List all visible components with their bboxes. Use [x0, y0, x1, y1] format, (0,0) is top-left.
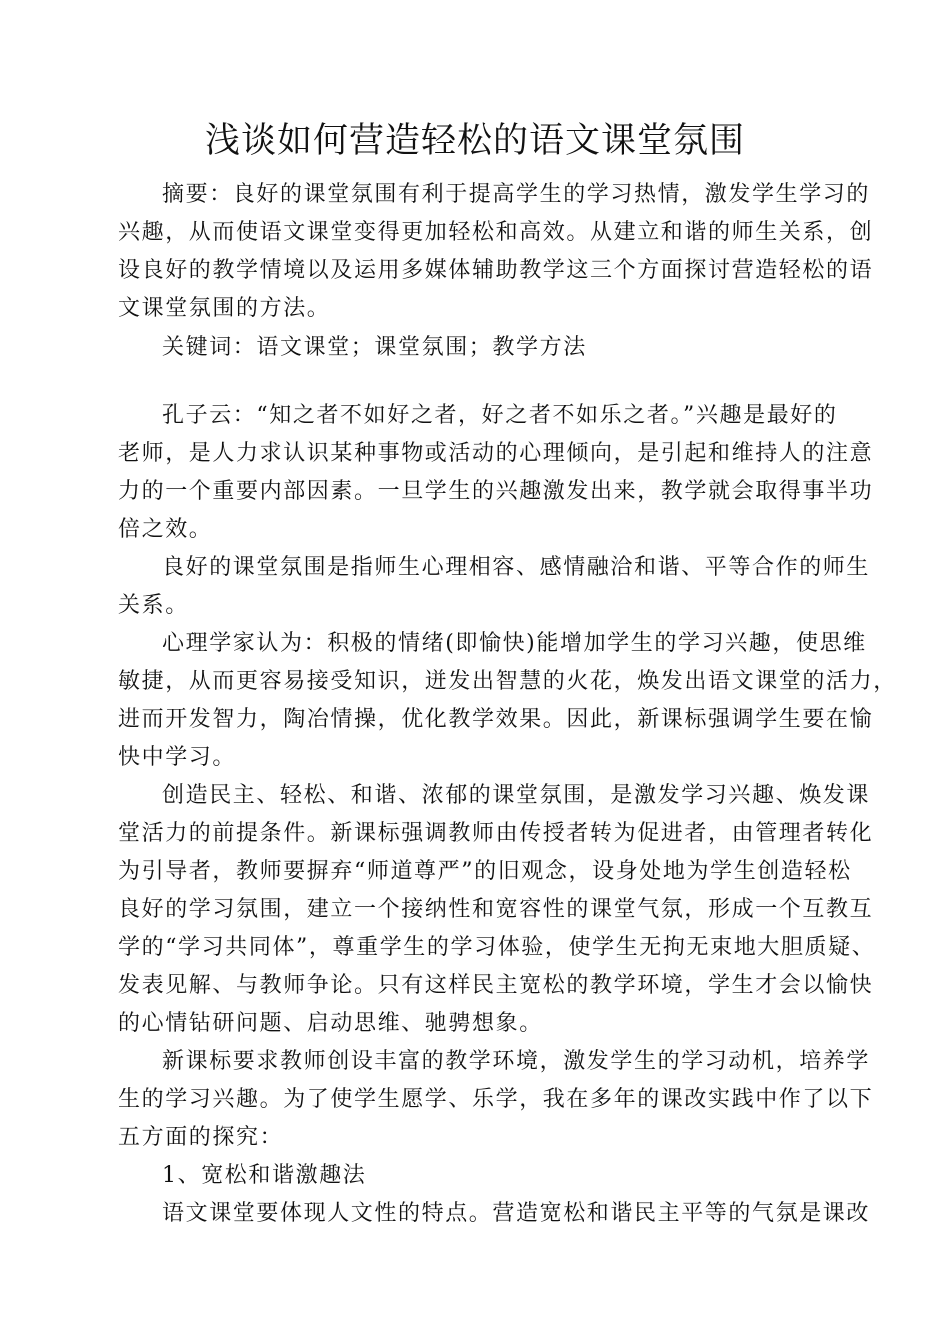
paragraph-line: 快中学习。	[118, 745, 237, 770]
paragraph-line: 进而开发智力，陶冶情操，优化教学效果。因此，新课标强调学生要在愉	[118, 707, 874, 732]
paragraph-line: 发表见解、与教师争论。只有这样民主宽松的教学环境，学生才会以愉快	[118, 973, 874, 998]
paragraph-line: 关系。	[118, 593, 189, 618]
section-heading: 1、宽松和谐激趣法	[162, 1163, 367, 1188]
paragraph-line: 学的“学习共同体”，尊重学生的学习体验，使学生无拘无束地大胆质疑、	[118, 935, 876, 960]
paragraph-line: 创造民主、轻松、和谐、浓郁的课堂氛围，是激发学习兴趣、焕发课	[162, 783, 871, 808]
paragraph-line: 良好的课堂氛围是指师生心理相容、感情融洽和谐、平等合作的师生	[162, 555, 871, 580]
paragraph-line: 为引导者，教师要摒弃“师道尊严”的旧观念，设身处地为学生创造轻松	[118, 859, 852, 884]
paragraph-line: 的心情钻研问题、启动思维、驰骋想象。	[118, 1011, 543, 1036]
paragraph-line: 堂活力的前提条件。新课标强调教师由传授者转为促进者，由管理者转化	[118, 821, 874, 846]
paragraph-line: 新课标要求教师创设丰富的教学环境，激发学生的学习动机，培养学	[162, 1049, 871, 1074]
paragraph-line: 老师，是人力求认识某种事物或活动的心理倾向，是引起和维持人的注意	[118, 441, 874, 466]
paragraph-line: 五方面的探究：	[118, 1125, 284, 1150]
keywords-line: 关键词：语文课堂；课堂氛围；教学方法	[162, 335, 587, 360]
paragraph-line: 敏捷，从而更容易接受知识，迸发出智慧的火花，焕发出语文课堂的活力，	[118, 669, 897, 694]
abstract-line: 兴趣，从而使语文课堂变得更加轻松和高效。从建立和谐的师生关系，创	[118, 220, 874, 245]
paragraph-line: 力的一个重要内部因素。一旦学生的兴趣激发出来，教学就会取得事半功	[118, 479, 874, 504]
abstract-line: 文课堂氛围的方法。	[118, 296, 331, 321]
paragraph-line: 倍之效。	[118, 517, 213, 542]
paragraph-line: 良好的学习氛围，建立一个接纳性和宽容性的课堂气氛，形成一个互教互	[118, 897, 874, 922]
paragraph-line: 语文课堂要体现人文性的特点。营造宽松和谐民主平等的气氛是课改	[162, 1201, 871, 1226]
abstract-line: 设良好的教学情境以及运用多媒体辅助教学这三个方面探讨营造轻松的语	[118, 258, 874, 283]
paragraph-line: 心理学家认为：积极的情绪(即愉快)能增加学生的学习兴趣，使思维	[162, 631, 867, 656]
abstract-line: 摘要：良好的课堂氛围有利于提高学生的学习热情，激发学生学习的	[162, 182, 871, 207]
document-title: 浅谈如何营造轻松的语文课堂氛围	[204, 121, 745, 161]
paragraph-line: 孔子云：“知之者不如好之者，好之者不如乐之者。”兴趣是最好的	[162, 403, 838, 428]
paragraph-line: 生的学习兴趣。为了使学生愿学、乐学，我在多年的课改实践中作了以下	[118, 1087, 874, 1112]
